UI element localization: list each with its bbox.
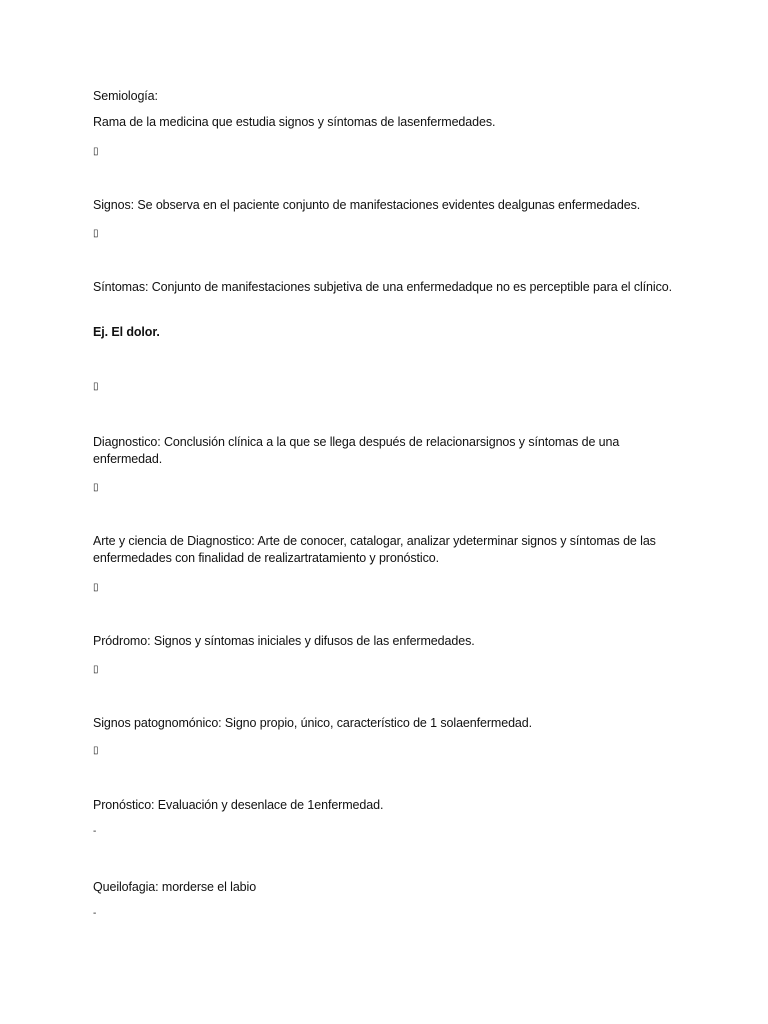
missing-glyph-icon: ▯ bbox=[93, 381, 99, 392]
missing-glyph-icon: ▯ bbox=[93, 482, 99, 493]
paragraph-prodromo: Pródromo: Signos y síntomas iniciales y difusos de las enfermedades. bbox=[93, 634, 475, 648]
dash-marker: - bbox=[93, 826, 97, 837]
heading-semiologia: Semiología: bbox=[93, 89, 158, 103]
dash-marker: - bbox=[93, 908, 97, 919]
paragraph-pronostico: Pronóstico: Evaluación y desenlace de 1enfermedad. bbox=[93, 798, 384, 812]
paragraph-sintomas: Síntomas: Conjunto de manifestaciones subjetiva de una enfermedadque no es perceptible para el clínico. bbox=[93, 280, 672, 294]
paragraph-diagnostico: Diagnostico: Conclusión clínica a la que se llega después de relacionarsignos y síntomas de una enfermedad. bbox=[93, 435, 620, 466]
paragraph-queilofagia: Queilofagia: morderse el labio bbox=[93, 880, 257, 894]
paragraph-definition: Rama de la medicina que estudia signos y síntomas de lasenfermedades. bbox=[93, 115, 496, 129]
missing-glyph-icon: ▯ bbox=[93, 582, 99, 593]
missing-glyph-icon: ▯ bbox=[93, 745, 99, 756]
paragraph-example: Ej. El dolor. bbox=[93, 325, 160, 339]
missing-glyph-icon: ▯ bbox=[93, 146, 99, 157]
paragraph-arte-ciencia: Arte y ciencia de Diagnostico: Arte de conocer, catalogar, analizar ydeterminar signos y síntomas de las enfermedades con finalidad de realizartratamiento y pronóstico. bbox=[93, 534, 656, 565]
missing-glyph-icon: ▯ bbox=[93, 228, 99, 239]
paragraph-signos: Signos: Se observa en el paciente conjunto de manifestaciones evidentes dealgunas enfermedades. bbox=[93, 198, 641, 212]
missing-glyph-icon: ▯ bbox=[93, 664, 99, 675]
paragraph-patognomonico: Signos patognomónico: Signo propio, único, característico de 1 solaenfermedad. bbox=[93, 716, 533, 730]
